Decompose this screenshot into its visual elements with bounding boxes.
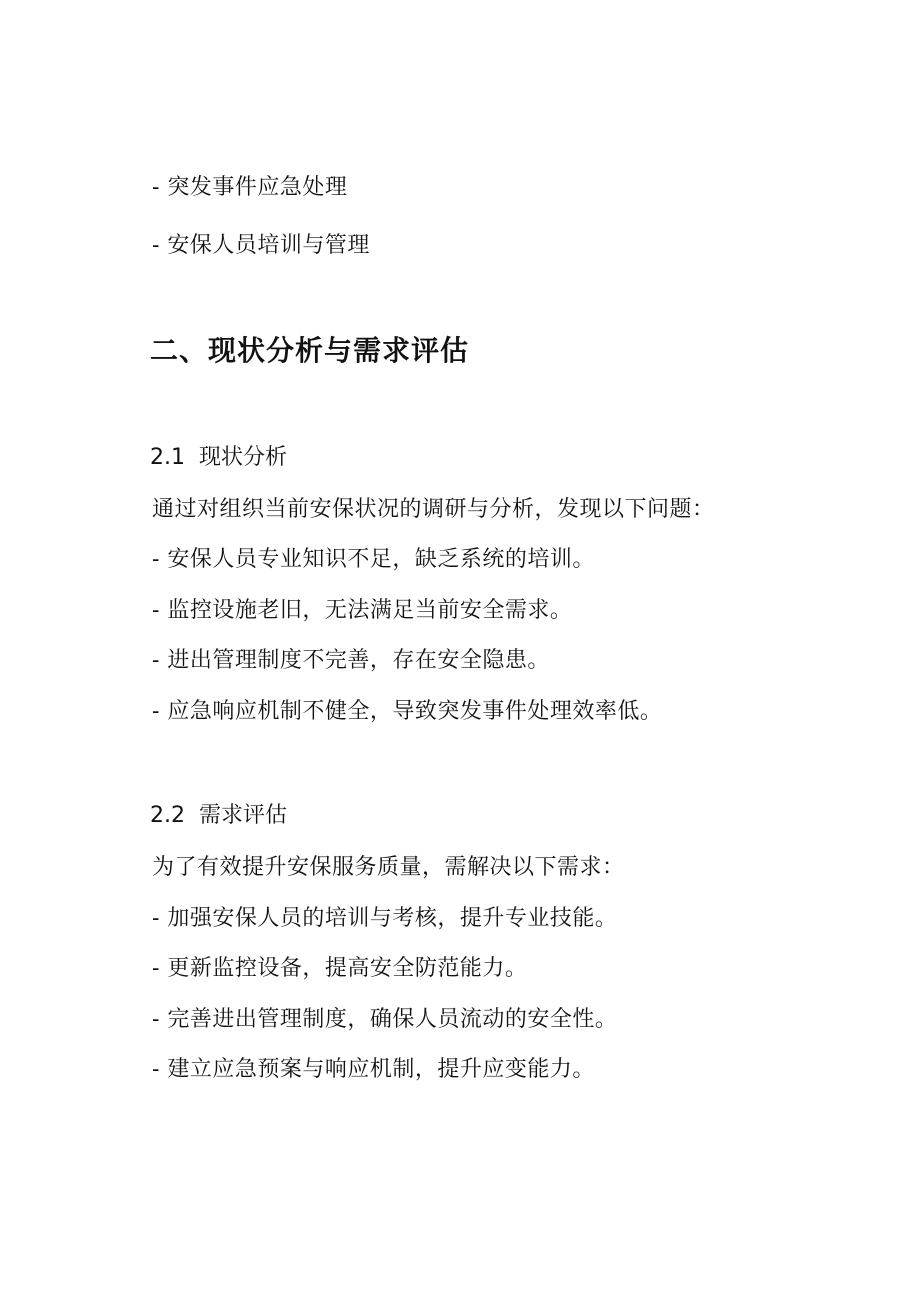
list-item: - 突发事件应急处理	[152, 175, 348, 200]
section-heading: 二、现状分析与需求评估	[150, 334, 470, 367]
list-item: - 加强安保人员的培训与考核，提升专业技能。	[152, 906, 618, 931]
subsection-number: 2.1	[150, 445, 185, 470]
paragraph: 为了有效提升安保服务质量，需解决以下需求：	[152, 855, 625, 880]
paragraph: 通过对组织当前安保状况的调研与分析，发现以下问题：	[152, 497, 715, 522]
subsection-number: 2.2	[150, 803, 185, 828]
list-item: - 应急响应机制不健全，导致突发事件处理效率低。	[152, 699, 663, 724]
list-item: - 建立应急预案与响应机制，提升应变能力。	[152, 1057, 595, 1082]
list-item: - 更新监控设备，提高安全防范能力。	[152, 956, 528, 981]
subsection-title: 需求评估	[199, 803, 288, 828]
list-item: - 完善进出管理制度，确保人员流动的安全性。	[152, 1007, 618, 1032]
list-item: - 监控设施老旧，无法满足当前安全需求。	[152, 598, 573, 623]
list-item: - 安保人员专业知识不足，缺乏系统的培训。	[152, 547, 595, 572]
subsection-heading	[150, 801, 287, 831]
list-item: - 进出管理制度不完善，存在安全隐患。	[152, 648, 550, 673]
list-item: - 安保人员培训与管理	[152, 233, 370, 258]
subsection-title: 现状分析	[199, 445, 288, 470]
subsection-heading	[150, 443, 287, 473]
